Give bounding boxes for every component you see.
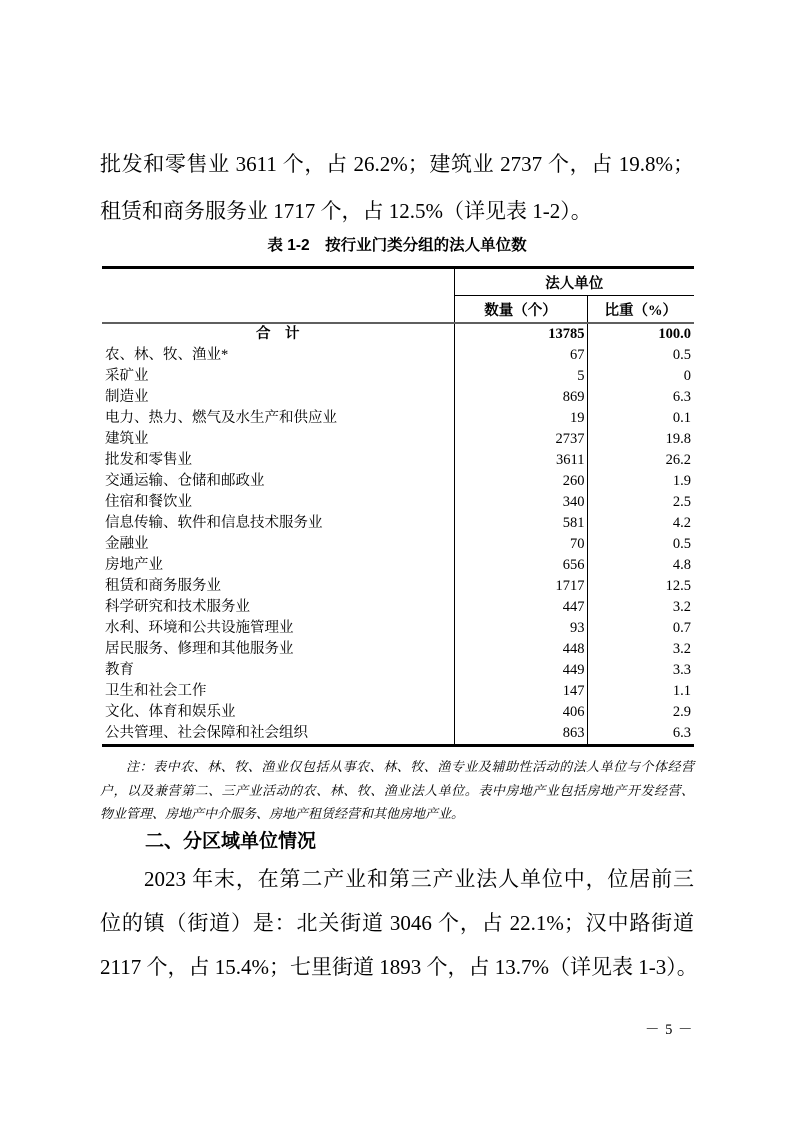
text-line: 2023 年末，在第二产业和第三产业法人单位中，位居前三 [144, 867, 694, 891]
table-row [102, 681, 694, 702]
share-cell: 2.9 [672, 704, 691, 720]
quantity-cell: 448 [454, 639, 587, 660]
row-label-cell: 居民服务、修理和其他服务业 [102, 639, 454, 660]
table-title: 表 1-2 按行业门类分组的法人单位数 [267, 237, 527, 254]
quantity-cell: 93 [454, 618, 587, 639]
row-label-cell: 合 计 [102, 323, 454, 345]
table-body [102, 323, 694, 746]
table-header [102, 268, 694, 324]
table-row [102, 702, 694, 723]
row-label-cell: 批发和零售业 [102, 450, 454, 471]
share-cell: 100.0 [658, 326, 691, 342]
row-label-cell: 电力、热力、燃气及水生产和供应业 [102, 408, 454, 429]
quantity-cell: 147 [454, 681, 587, 702]
text-line: 户，以及兼营第二、三产业活动的农、林、牧、渔业法人单位。表中房地产业包括房地产开发经营、 [100, 782, 694, 798]
text-line: 位的镇（街道）是：北关街道 3046 个，占 22.1%；汉中路街道 [100, 911, 694, 935]
row-label-cell: 房地产业 [102, 555, 454, 576]
row-label-cell: 制造业 [102, 387, 454, 408]
share-cell: 6.3 [672, 725, 691, 741]
table-row [102, 450, 694, 471]
quantity-cell: 863 [454, 723, 587, 746]
table-row [102, 597, 694, 618]
stub-header-cell [102, 268, 454, 324]
quantity-cell: 1717 [454, 576, 587, 597]
share-column-header: 比重（%） [587, 296, 694, 324]
row-label-cell: 文化、体育和娱乐业 [102, 702, 454, 723]
quantity-cell: 2737 [454, 429, 587, 450]
share-cell: 1.9 [672, 473, 691, 489]
text-line: 2117 个，占 15.4%；七里街道 1893 个，占 13.7%（详见表 1-3）。 [100, 955, 698, 979]
quantity-cell: 447 [454, 597, 587, 618]
row-label-cell: 水利、环境和公共设施管理业 [102, 618, 454, 639]
text-line: 物业管理、房地产中介服务、房地产租赁经营和其他房地产业。 [100, 806, 465, 821]
row-label-cell: 科学研究和技术服务业 [102, 597, 454, 618]
table-row [102, 534, 694, 555]
row-label-cell: 建筑业 [102, 429, 454, 450]
quantity-cell: 869 [454, 387, 587, 408]
table-row [102, 387, 694, 408]
share-cell: 1.1 [672, 683, 691, 699]
row-label-cell: 教育 [102, 660, 454, 681]
page-number: － 5 － [645, 1022, 694, 1038]
table-row [102, 323, 694, 345]
share-cell: 12.5 [665, 578, 691, 594]
share-cell: 3.3 [672, 662, 691, 678]
quantity-cell: 260 [454, 471, 587, 492]
row-label-cell: 公共管理、社会保障和社会组织 [102, 723, 454, 746]
table-row [102, 639, 694, 660]
quantity-cell: 19 [454, 408, 587, 429]
share-cell: 0.5 [672, 347, 691, 363]
quantity-cell: 656 [454, 555, 587, 576]
table-row [102, 660, 694, 681]
share-cell: 0 [683, 368, 691, 384]
share-cell: 3.2 [672, 641, 691, 657]
text-line: 注：表中农、林、牧、渔业仅包括从事农、林、牧、渔专业及辅助性活动的法人单位与个体经营 [126, 759, 694, 774]
text-line: 租赁和商务服务业 1717 个，占 12.5%（详见表 1-2）。 [100, 199, 592, 223]
share-cell: 4.2 [672, 515, 691, 531]
quantity-cell: 406 [454, 702, 587, 723]
table-note [100, 755, 694, 826]
region-paragraph [100, 857, 698, 989]
share-cell: 4.8 [672, 557, 691, 573]
row-label-cell: 信息传输、软件和信息技术服务业 [102, 513, 454, 534]
quantity-cell: 3611 [454, 450, 587, 471]
table-row [102, 576, 694, 597]
share-cell: 0.5 [672, 536, 691, 552]
table-row [102, 513, 694, 534]
share-cell: 6.3 [672, 389, 691, 405]
section-heading: 二、分区域单位情况 [145, 831, 317, 852]
intro-paragraph [100, 141, 694, 235]
row-label-cell: 金融业 [102, 534, 454, 555]
quantity-cell: 13785 [454, 323, 587, 345]
quantity-cell: 449 [454, 660, 587, 681]
group-header-cell: 法人单位 [454, 268, 694, 296]
row-label-cell: 租赁和商务服务业 [102, 576, 454, 597]
table-row [102, 471, 694, 492]
quantity-cell: 67 [454, 345, 587, 366]
row-label-cell: 采矿业 [102, 366, 454, 387]
text-line: 批发和零售业 3611 个，占 26.2%；建筑业 2737 个，占 19.8%； [100, 152, 694, 176]
table-row [102, 723, 694, 746]
quantity-cell: 70 [454, 534, 587, 555]
share-cell: 19.8 [665, 431, 691, 447]
table-row [102, 492, 694, 513]
quantity-column-header: 数量（个） [454, 296, 587, 324]
table-row [102, 429, 694, 450]
share-cell: 26.2 [665, 452, 691, 468]
table-row [102, 345, 694, 366]
row-label-cell: 交通运输、仓储和邮政业 [102, 471, 454, 492]
table-row [102, 555, 694, 576]
share-cell: 0.7 [672, 620, 691, 636]
industry-units-table [102, 266, 694, 747]
share-cell: 3.2 [672, 599, 691, 615]
quantity-cell: 581 [454, 513, 587, 534]
quantity-cell: 5 [454, 366, 587, 387]
quantity-cell: 340 [454, 492, 587, 513]
row-label-cell: 农、林、牧、渔业* [102, 345, 454, 366]
share-cell: 0.1 [672, 410, 691, 426]
row-label-cell: 住宿和餐饮业 [102, 492, 454, 513]
share-cell: 2.5 [672, 494, 691, 510]
table-row [102, 366, 694, 387]
table-row [102, 408, 694, 429]
row-label-cell: 卫生和社会工作 [102, 681, 454, 702]
table-row [102, 618, 694, 639]
